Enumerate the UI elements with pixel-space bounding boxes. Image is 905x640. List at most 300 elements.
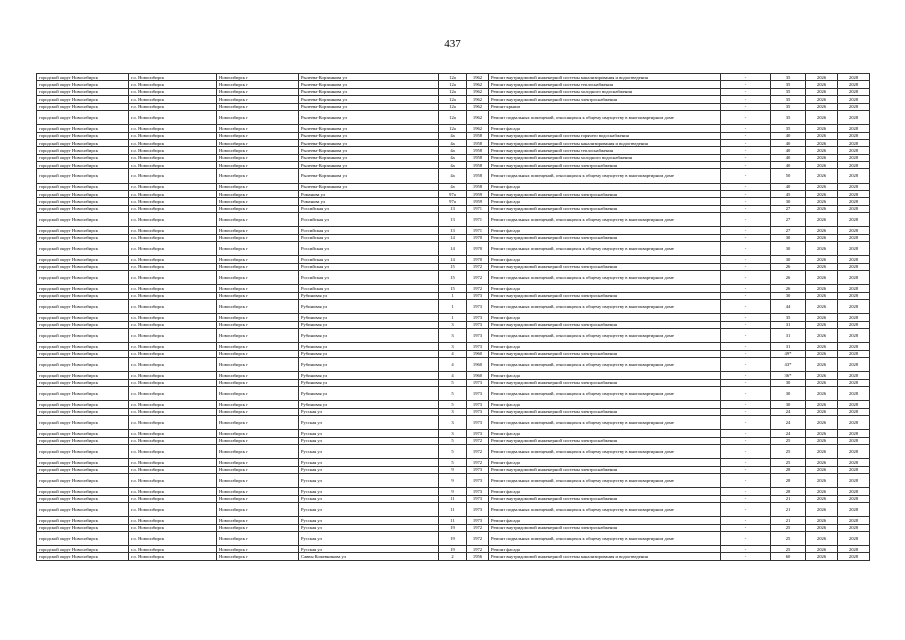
house-cell: 12а [439, 110, 467, 124]
term-cell: 27 [771, 227, 806, 234]
end-year-cell: 2028 [838, 162, 870, 169]
start-year-cell: 2026 [806, 292, 838, 299]
year-cell: 1972 [467, 285, 489, 292]
table-row [37, 401, 870, 408]
street-cell: Рубиновая ул [299, 300, 439, 314]
start-year-cell: 2026 [806, 81, 838, 88]
dash-cell: - [721, 103, 771, 110]
table-row [37, 292, 870, 299]
dash-cell: - [721, 350, 771, 357]
end-year-cell: 2028 [838, 488, 870, 495]
street-cell: Русская ул [299, 488, 439, 495]
house-cell: 5 [439, 401, 467, 408]
municipality-cell: городской округ Новосибирск [37, 343, 129, 350]
house-cell: 9 [439, 488, 467, 495]
house-cell: 9 [439, 466, 467, 473]
year-cell: 1973 [467, 329, 489, 343]
work-type-cell: Ремонт фасада [489, 546, 721, 553]
work-type-cell: Ремонт подвальных помещений, относящихся к общему имуществу в многоквартирном доме [489, 387, 721, 401]
municipality-cell: городской округ Новосибирск [37, 408, 129, 415]
end-year-cell: 2028 [838, 110, 870, 124]
table-row [37, 300, 870, 314]
start-year-cell: 2026 [806, 430, 838, 437]
work-type-cell: Ремонт подвальных помещений, относящихся к общему имуществу в многоквартирном доме [489, 502, 721, 516]
work-type-cell: Ремонт фасада [489, 517, 721, 524]
start-year-cell: 2026 [806, 531, 838, 545]
start-year-cell: 2026 [806, 256, 838, 263]
end-year-cell: 2028 [838, 234, 870, 241]
end-year-cell: 2028 [838, 292, 870, 299]
term-cell: 30 [771, 379, 806, 386]
table-row [37, 169, 870, 183]
city-cell: Новосибирск г [217, 162, 299, 169]
end-year-cell: 2028 [838, 263, 870, 270]
year-cell: 1962 [467, 103, 489, 110]
year-cell: 1959 [467, 191, 489, 198]
street-cell: Русская ул [299, 444, 439, 458]
district-cell: г.о. Новосибирск [129, 81, 217, 88]
street-cell: Рубиновая ул [299, 379, 439, 386]
city-cell: Новосибирск г [217, 524, 299, 531]
municipality-cell: городской округ Новосибирск [37, 430, 129, 437]
table-row [37, 191, 870, 198]
house-cell: 1 [439, 314, 467, 321]
dash-cell: - [721, 321, 771, 328]
start-year-cell: 2026 [806, 524, 838, 531]
city-cell: Новосибирск г [217, 314, 299, 321]
district-cell: г.о. Новосибирск [129, 88, 217, 95]
street-cell: Рубиновая ул [299, 321, 439, 328]
end-year-cell: 2028 [838, 416, 870, 430]
table-row [37, 473, 870, 487]
start-year-cell: 2026 [806, 343, 838, 350]
dash-cell: - [721, 401, 771, 408]
start-year-cell: 2026 [806, 473, 838, 487]
municipality-cell: городской округ Новосибирск [37, 502, 129, 516]
city-cell: Новосибирск г [217, 495, 299, 502]
street-cell: Русская ул [299, 408, 439, 415]
district-cell: г.о. Новосибирск [129, 329, 217, 343]
municipality-cell: городской округ Новосибирск [37, 546, 129, 553]
city-cell: Новосибирск г [217, 430, 299, 437]
work-type-cell: Ремонт крыши [489, 103, 721, 110]
street-cell: Русская ул [299, 430, 439, 437]
table-row [37, 147, 870, 154]
house-cell: 4а [439, 147, 467, 154]
work-type-cell: Ремонт внутридомовой инженерной системы холодного водоснабжения [489, 88, 721, 95]
house-cell: 4 [439, 372, 467, 379]
year-cell: 1958 [467, 162, 489, 169]
district-cell: г.о. Новосибирск [129, 372, 217, 379]
start-year-cell: 2026 [806, 466, 838, 473]
street-cell: Рубиновая ул [299, 329, 439, 343]
start-year-cell: 2026 [806, 147, 838, 154]
city-cell: Новосибирск г [217, 147, 299, 154]
work-type-cell: Ремонт внутридомовой инженерной системы электроснабжения [489, 321, 721, 328]
city-cell: Новосибирск г [217, 132, 299, 139]
municipality-cell: городской округ Новосибирск [37, 213, 129, 227]
district-cell: г.о. Новосибирск [129, 314, 217, 321]
municipality-cell: городской округ Новосибирск [37, 285, 129, 292]
street-cell: Рубиновая ул [299, 372, 439, 379]
municipality-cell: городской округ Новосибирск [37, 88, 129, 95]
term-cell: 28 [771, 473, 806, 487]
house-cell: 4а [439, 132, 467, 139]
start-year-cell: 2026 [806, 198, 838, 205]
term-cell: 35 [771, 96, 806, 103]
municipality-cell: городской округ Новосибирск [37, 147, 129, 154]
dash-cell: - [721, 502, 771, 516]
work-type-cell: Ремонт подвальных помещений, относящихся к общему имуществу в многоквартирном доме [489, 242, 721, 256]
house-cell: 2 [439, 553, 467, 560]
district-cell: г.о. Новосибирск [129, 502, 217, 516]
year-cell: 1970 [467, 256, 489, 263]
district-cell: г.о. Новосибирск [129, 183, 217, 190]
work-type-cell: Ремонт внутридомовой инженерной системы теплоснабжения [489, 81, 721, 88]
table-row [37, 154, 870, 161]
street-cell: Рылеева-Корзинкова ул [299, 110, 439, 124]
dash-cell: - [721, 139, 771, 146]
municipality-cell: городской округ Новосибирск [37, 488, 129, 495]
city-cell: Новосибирск г [217, 300, 299, 314]
district-cell: г.о. Новосибирск [129, 408, 217, 415]
municipality-cell: городской округ Новосибирск [37, 379, 129, 386]
year-cell: 1959 [467, 198, 489, 205]
house-cell: 14 [439, 234, 467, 241]
municipality-cell: городской округ Новосибирск [37, 416, 129, 430]
house-cell: 4а [439, 154, 467, 161]
street-cell: Русская ул [299, 502, 439, 516]
term-cell: 35 [771, 103, 806, 110]
table-row [37, 531, 870, 545]
term-cell: 40 [771, 147, 806, 154]
district-cell: г.о. Новосибирск [129, 227, 217, 234]
municipality-cell: городской округ Новосибирск [37, 132, 129, 139]
term-cell: 28 [771, 488, 806, 495]
district-cell: г.о. Новосибирск [129, 531, 217, 545]
start-year-cell: 2026 [806, 234, 838, 241]
year-cell: 1958 [467, 147, 489, 154]
city-cell: Новосибирск г [217, 321, 299, 328]
term-cell: 30 [771, 242, 806, 256]
work-type-cell: Ремонт внутридомовой инженерной системы электроснабжения [489, 292, 721, 299]
city-cell: Новосибирск г [217, 343, 299, 350]
house-cell: 12а [439, 96, 467, 103]
start-year-cell: 2026 [806, 213, 838, 227]
municipality-cell: городской округ Новосибирск [37, 459, 129, 466]
page-number: 437 [444, 38, 461, 50]
street-cell: Рылеева-Корзинкова ул [299, 74, 439, 81]
house-cell: 5 [439, 379, 467, 386]
city-cell: Новосибирск г [217, 74, 299, 81]
end-year-cell: 2028 [838, 473, 870, 487]
street-cell: Русская ул [299, 531, 439, 545]
house-cell: 19 [439, 531, 467, 545]
street-cell: Русская ул [299, 459, 439, 466]
street-cell: Российская ул [299, 271, 439, 285]
dash-cell: - [721, 227, 771, 234]
year-cell: 1962 [467, 96, 489, 103]
dash-cell: - [721, 96, 771, 103]
work-type-cell: Ремонт фасада [489, 372, 721, 379]
year-cell: 1960 [467, 372, 489, 379]
start-year-cell: 2026 [806, 379, 838, 386]
dash-cell: - [721, 110, 771, 124]
house-cell: 9 [439, 473, 467, 487]
term-cell: 60 [771, 553, 806, 560]
end-year-cell: 2028 [838, 401, 870, 408]
district-cell: г.о. Новосибирск [129, 271, 217, 285]
dash-cell: - [721, 213, 771, 227]
house-cell: 4а [439, 183, 467, 190]
house-cell: 12а [439, 74, 467, 81]
street-cell: Рылеева-Корзинкова ул [299, 103, 439, 110]
end-year-cell: 2028 [838, 437, 870, 444]
start-year-cell: 2026 [806, 88, 838, 95]
municipality-cell: городской округ Новосибирск [37, 372, 129, 379]
year-cell: 1973 [467, 408, 489, 415]
city-cell: Новосибирск г [217, 285, 299, 292]
end-year-cell: 2028 [838, 408, 870, 415]
municipality-cell: городской округ Новосибирск [37, 314, 129, 321]
term-cell: 40 [771, 139, 806, 146]
street-cell: Рубиновая ул [299, 292, 439, 299]
dash-cell: - [721, 198, 771, 205]
year-cell: 1958 [467, 154, 489, 161]
district-cell: г.о. Новосибирск [129, 234, 217, 241]
end-year-cell: 2028 [838, 74, 870, 81]
year-cell: 1962 [467, 88, 489, 95]
house-cell: 3 [439, 416, 467, 430]
street-cell: Российская ул [299, 205, 439, 212]
work-type-cell: Ремонт внутридомовой инженерной системы электроснабжения [489, 263, 721, 270]
start-year-cell: 2026 [806, 96, 838, 103]
year-cell: 1973 [467, 495, 489, 502]
dash-cell: - [721, 531, 771, 545]
year-cell: 1958 [467, 183, 489, 190]
district-cell: г.о. Новосибирск [129, 459, 217, 466]
year-cell: 1970 [467, 234, 489, 241]
work-type-cell: Ремонт фасада [489, 343, 721, 350]
dash-cell: - [721, 437, 771, 444]
end-year-cell: 2028 [838, 379, 870, 386]
work-type-cell: Ремонт фасада [489, 198, 721, 205]
year-cell: 1960 [467, 358, 489, 372]
district-cell: г.о. Новосибирск [129, 495, 217, 502]
dash-cell: - [721, 300, 771, 314]
end-year-cell: 2028 [838, 546, 870, 553]
district-cell: г.о. Новосибирск [129, 256, 217, 263]
end-year-cell: 2028 [838, 213, 870, 227]
table-row [37, 271, 870, 285]
dash-cell: - [721, 372, 771, 379]
start-year-cell: 2026 [806, 408, 838, 415]
table-row [37, 256, 870, 263]
year-cell: 1958 [467, 139, 489, 146]
street-cell: Российская ул [299, 227, 439, 234]
district-cell: г.о. Новосибирск [129, 444, 217, 458]
city-cell: Новосибирск г [217, 502, 299, 516]
municipality-cell: городской округ Новосибирск [37, 256, 129, 263]
district-cell: г.о. Новосибирск [129, 110, 217, 124]
dash-cell: - [721, 285, 771, 292]
end-year-cell: 2028 [838, 139, 870, 146]
end-year-cell: 2028 [838, 372, 870, 379]
street-cell: Российская ул [299, 234, 439, 241]
city-cell: Новосибирск г [217, 96, 299, 103]
work-type-cell: Ремонт фасада [489, 227, 721, 234]
street-cell: Рубиновая ул [299, 343, 439, 350]
dash-cell: - [721, 242, 771, 256]
work-type-cell: Ремонт внутридомовой инженерной системы канализирования и водоотведения [489, 74, 721, 81]
house-cell: 19 [439, 546, 467, 553]
table-row [37, 227, 870, 234]
table-row [37, 517, 870, 524]
city-cell: Новосибирск г [217, 271, 299, 285]
street-cell: Русская ул [299, 473, 439, 487]
district-cell: г.о. Новосибирск [129, 488, 217, 495]
dash-cell: - [721, 488, 771, 495]
end-year-cell: 2028 [838, 430, 870, 437]
year-cell: 1962 [467, 81, 489, 88]
street-cell: Романова ул [299, 198, 439, 205]
street-cell: Русская ул [299, 546, 439, 553]
city-cell: Новосибирск г [217, 103, 299, 110]
start-year-cell: 2026 [806, 271, 838, 285]
city-cell: Новосибирск г [217, 546, 299, 553]
street-cell: Рылеева-Корзинкова ул [299, 81, 439, 88]
work-type-cell: Ремонт фасада [489, 125, 721, 132]
work-type-cell: Ремонт подвальных помещений, относящихся к общему имуществу в многоквартирном доме [489, 358, 721, 372]
end-year-cell: 2028 [838, 125, 870, 132]
city-cell: Новосибирск г [217, 473, 299, 487]
street-cell: Российская ул [299, 213, 439, 227]
city-cell: Новосибирск г [217, 198, 299, 205]
dash-cell: - [721, 147, 771, 154]
city-cell: Новосибирск г [217, 416, 299, 430]
municipality-cell: городской округ Новосибирск [37, 271, 129, 285]
city-cell: Новосибирск г [217, 292, 299, 299]
end-year-cell: 2028 [838, 314, 870, 321]
start-year-cell: 2026 [806, 495, 838, 502]
city-cell: Новосибирск г [217, 372, 299, 379]
city-cell: Новосибирск г [217, 256, 299, 263]
term-cell: 25 [771, 531, 806, 545]
end-year-cell: 2028 [838, 343, 870, 350]
district-cell: г.о. Новосибирск [129, 139, 217, 146]
end-year-cell: 2028 [838, 169, 870, 183]
table-row [37, 416, 870, 430]
house-cell: 14 [439, 242, 467, 256]
dash-cell: - [721, 343, 771, 350]
table-row [37, 459, 870, 466]
municipality-cell: городской округ Новосибирск [37, 292, 129, 299]
table-row [37, 379, 870, 386]
term-cell: 21 [771, 517, 806, 524]
end-year-cell: 2028 [838, 285, 870, 292]
start-year-cell: 2026 [806, 183, 838, 190]
street-cell: Русская ул [299, 416, 439, 430]
city-cell: Новосибирск г [217, 444, 299, 458]
start-year-cell: 2026 [806, 416, 838, 430]
municipality-cell: городской округ Новосибирск [37, 103, 129, 110]
street-cell: Российская ул [299, 256, 439, 263]
term-cell: 26 [771, 285, 806, 292]
house-cell: 13 [439, 205, 467, 212]
table-row [37, 524, 870, 531]
end-year-cell: 2028 [838, 81, 870, 88]
term-cell: 35 [771, 125, 806, 132]
work-type-cell: Ремонт подвальных помещений, относящихся к общему имуществу в многоквартирном доме [489, 444, 721, 458]
district-cell: г.о. Новосибирск [129, 154, 217, 161]
city-cell: Новосибирск г [217, 227, 299, 234]
year-cell: 1972 [467, 263, 489, 270]
start-year-cell: 2026 [806, 517, 838, 524]
municipality-cell: городской округ Новосибирск [37, 517, 129, 524]
municipality-cell: городской округ Новосибирск [37, 495, 129, 502]
city-cell: Новосибирск г [217, 183, 299, 190]
start-year-cell: 2026 [806, 110, 838, 124]
dash-cell: - [721, 546, 771, 553]
year-cell: 1972 [467, 437, 489, 444]
street-cell: Российская ул [299, 263, 439, 270]
year-cell: 1973 [467, 300, 489, 314]
year-cell: 1971 [467, 213, 489, 227]
term-cell: 25 [771, 459, 806, 466]
municipality-cell: городской округ Новосибирск [37, 96, 129, 103]
district-cell: г.о. Новосибирск [129, 147, 217, 154]
end-year-cell: 2028 [838, 466, 870, 473]
term-cell: 21 [771, 502, 806, 516]
work-type-cell: Ремонт внутридомовой инженерной системы электроснабжения [489, 437, 721, 444]
house-cell: 1 [439, 300, 467, 314]
street-cell: Рубиновая ул [299, 314, 439, 321]
street-cell: Русская ул [299, 524, 439, 531]
start-year-cell: 2026 [806, 285, 838, 292]
house-cell: 15 [439, 263, 467, 270]
term-cell: 30 [771, 256, 806, 263]
start-year-cell: 2026 [806, 139, 838, 146]
dash-cell: - [721, 162, 771, 169]
table-row [37, 430, 870, 437]
dash-cell: - [721, 553, 771, 560]
start-year-cell: 2026 [806, 444, 838, 458]
house-cell: 15 [439, 285, 467, 292]
street-cell: Рылеева-Корзинкова ул [299, 88, 439, 95]
start-year-cell: 2026 [806, 502, 838, 516]
work-type-cell: Ремонт подвальных помещений, относящихся к общему имуществу в многоквартирном доме [489, 300, 721, 314]
dash-cell: - [721, 416, 771, 430]
end-year-cell: 2028 [838, 329, 870, 343]
year-cell: 1972 [467, 444, 489, 458]
table-row [37, 110, 870, 124]
term-cell: 31 [771, 329, 806, 343]
dash-cell: - [721, 358, 771, 372]
work-type-cell: Ремонт фасада [489, 183, 721, 190]
work-type-cell: Ремонт подвальных помещений, относящихся к общему имуществу в многоквартирном доме [489, 416, 721, 430]
start-year-cell: 2026 [806, 169, 838, 183]
term-cell: 27 [771, 205, 806, 212]
house-cell: 97а [439, 191, 467, 198]
house-cell: 19 [439, 524, 467, 531]
table-row [37, 314, 870, 321]
city-cell: Новосибирск г [217, 81, 299, 88]
end-year-cell: 2028 [838, 191, 870, 198]
table-row [37, 387, 870, 401]
house-cell: 1 [439, 292, 467, 299]
year-cell: 1973 [467, 343, 489, 350]
end-year-cell: 2028 [838, 300, 870, 314]
